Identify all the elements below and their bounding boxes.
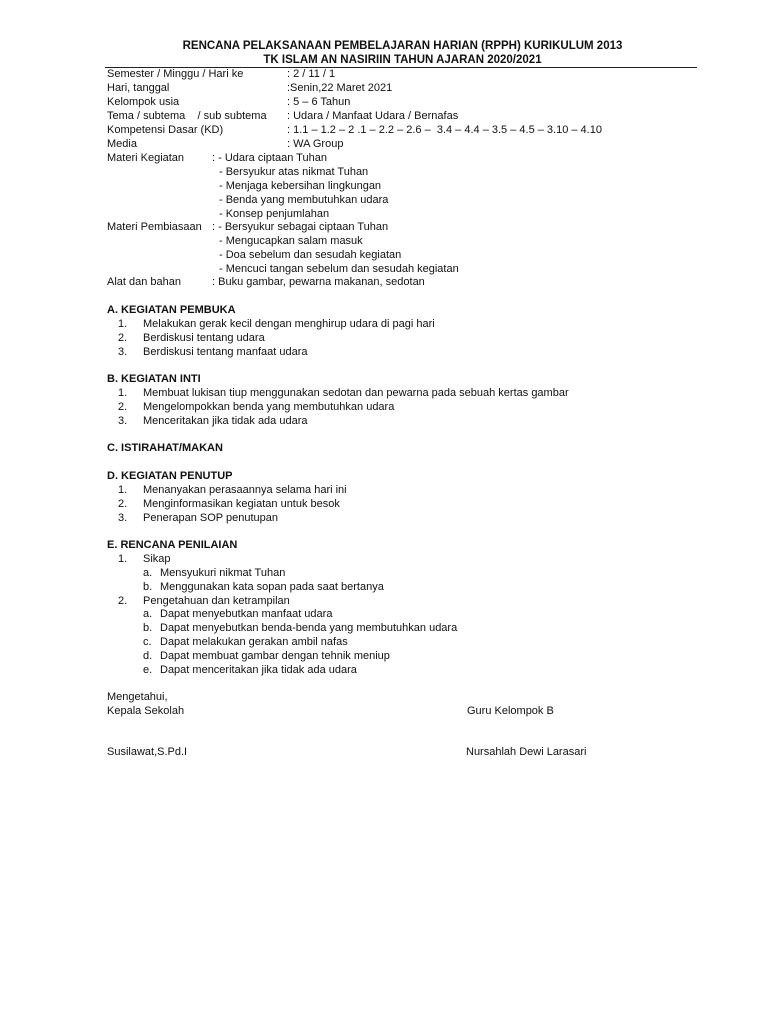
list-number: 1.	[118, 484, 128, 496]
list-subitem: Dapat menyebutkan benda-benda yang membutuhkan udara	[160, 622, 458, 634]
list-item: Menanyakan perasaannya selama hari ini	[143, 484, 347, 496]
kepala-sekolah-label: Kepala Sekolah	[107, 705, 185, 717]
materi-pembiasaan-item: - Mengucapkan salam masuk	[219, 235, 363, 247]
list-number: 2.	[118, 401, 128, 413]
list-item: Menceritakan jika tidak ada udara	[143, 415, 308, 427]
list-item: Mengelompokkan benda yang membutuhkan udara	[143, 401, 395, 413]
guru-name: Nursahlah Dewi Larasari	[466, 746, 587, 758]
alat-bahan-value: : Buku gambar, pewarna makanan, sedotan	[212, 276, 425, 288]
list-letter: b.	[143, 581, 153, 593]
list-subitem: Dapat menceritakan jika tidak ada udara	[160, 664, 357, 676]
list-letter: d.	[143, 650, 153, 662]
list-subitem: Dapat menyebutkan manfaat udara	[160, 608, 333, 620]
section-b-heading: B. KEGIATAN INTI	[107, 373, 201, 385]
info-label-kd: Kompetensi Dasar (KD)	[107, 124, 224, 136]
document-title: RENCANA PELAKSANAAN PEMBELAJARAN HARIAN (RPPH) KURIKULUM 2013	[182, 40, 623, 52]
list-number: 1.	[118, 318, 128, 330]
materi-kegiatan-item: - Benda yang membutuhkan udara	[219, 194, 389, 206]
materi-kegiatan-item: - Menjaga kebersihan lingkungan	[219, 180, 382, 192]
alat-bahan-label: Alat dan bahan	[107, 276, 182, 288]
list-subitem: Mensyukuri nikmat Tuhan	[160, 567, 286, 579]
list-letter: b.	[143, 622, 153, 634]
info-label-semester: Semester / Minggu / Hari ke	[107, 68, 244, 80]
info-label-media: Media	[107, 138, 137, 150]
materi-pembiasaan-item: - Mencuci tangan sebelum dan sesudah kegiatan	[219, 263, 459, 275]
info-value-media: : WA Group	[287, 138, 344, 150]
list-subitem: Dapat membuat gambar dengan tehnik meniup	[160, 650, 390, 662]
list-item: Melakukan gerak kecil dengan menghirup udara di pagi hari	[143, 318, 435, 330]
list-item: Berdiskusi tentang udara	[143, 332, 265, 344]
list-item: Penerapan SOP penutupan	[143, 512, 278, 524]
list-item: Pengetahuan dan ketrampilan	[143, 595, 290, 607]
section-c-heading: C. ISTIRAHAT/MAKAN	[107, 442, 223, 454]
list-number: 2.	[118, 498, 128, 510]
materi-kegiatan-first: : - Udara ciptaan Tuhan	[212, 152, 327, 164]
kepala-sekolah-name: Susilawat,S.Pd.I	[107, 746, 188, 758]
list-number: 3.	[118, 415, 128, 427]
info-value-theme: : Udara / Manfaat Udara / Bernafas	[287, 110, 459, 122]
info-label-theme: Tema / subtema / sub subtema	[107, 110, 267, 122]
info-value-kd: : 1.1 – 1.2 – 2 .1 – 2.2 – 2.6 – 3.4 – 4.4 – 3.5 – 4.5 – 3.10 – 4.10	[287, 124, 602, 136]
list-number: 1.	[118, 553, 128, 565]
info-label-date: Hari, tanggal	[107, 82, 170, 94]
section-e-heading: E. RENCANA PENILAIAN	[107, 539, 238, 551]
list-subitem: Menggunakan kata sopan pada saat bertanya	[160, 581, 384, 593]
info-value-semester: : 2 / 11 / 1	[287, 68, 336, 80]
list-letter: e.	[143, 664, 153, 676]
list-subitem: Dapat melakukan gerakan ambil nafas	[160, 636, 348, 648]
list-number: 2.	[118, 332, 128, 344]
materi-kegiatan-item: - Bersyukur atas nikmat Tuhan	[219, 166, 369, 178]
list-letter: a.	[143, 608, 153, 620]
materi-kegiatan-label: Materi Kegiatan	[107, 152, 185, 164]
list-letter: c.	[143, 636, 152, 648]
materi-pembiasaan-label: Materi Pembiasaan	[107, 221, 202, 233]
list-number: 3.	[118, 512, 128, 524]
section-d-heading: D. KEGIATAN PENUTUP	[107, 470, 233, 482]
list-letter: a.	[143, 567, 153, 579]
info-value-age-group: : 5 – 6 Tahun	[287, 96, 351, 108]
list-number: 3.	[118, 346, 128, 358]
info-value-date: :Senin,22 Maret 2021	[287, 82, 393, 94]
materi-pembiasaan-first: : - Bersyukur sebagai ciptaan Tuhan	[212, 221, 389, 233]
list-item: Membuat lukisan tiup menggunakan sedotan dan pewarna pada sebuah kertas gambar	[143, 387, 569, 399]
list-item: Sikap	[143, 553, 171, 565]
materi-pembiasaan-item: - Doa sebelum dan sesudah kegiatan	[219, 249, 402, 261]
list-number: 2.	[118, 595, 128, 607]
guru-kelompok-label: Guru Kelompok B	[467, 705, 554, 717]
document-subtitle: TK ISLAM AN NASIRIIN TAHUN AJARAN 2020/2021	[263, 54, 542, 66]
list-item: Menginformasikan kegiatan untuk besok	[143, 498, 340, 510]
list-item: Berdiskusi tentang manfaat udara	[143, 346, 308, 358]
info-label-age-group: Kelompok usia	[107, 96, 180, 108]
list-number: 1.	[118, 387, 128, 399]
mengetahui-label: Mengetahui,	[107, 691, 168, 703]
section-a-heading: A. KEGIATAN PEMBUKA	[107, 304, 236, 316]
materi-kegiatan-item: - Konsep penjumlahan	[219, 208, 330, 220]
